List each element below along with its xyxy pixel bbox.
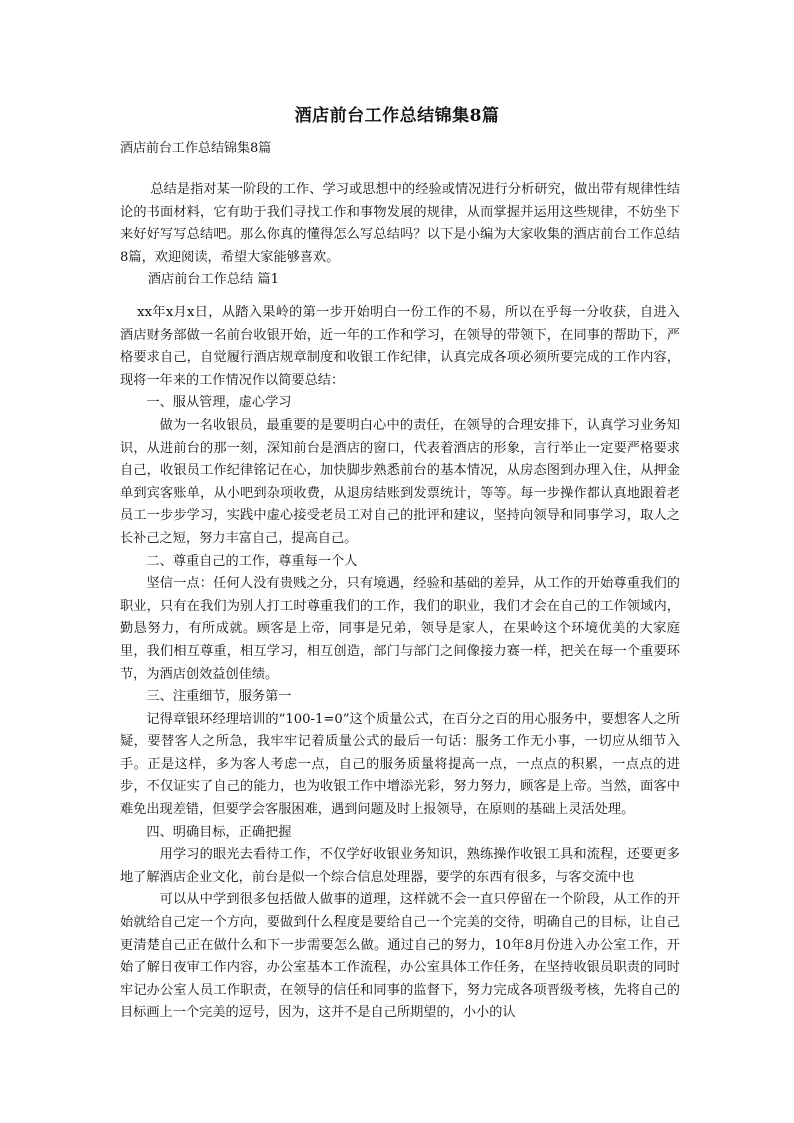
paragraph-4: 记得章银环经理培训的“100-1=0”这个质量公式，在百分之百的用心服务中，要想客人之所疑，要替客人之所急，我牢牢记着质量公式的最后一句话：服务工作无小事，一切应从细节入手。正是这样，多为客人考虑一点，自己的服务质量将提高一点，一点点的积累，一点点的进步，不仅证实了自己的能力，也为收银工作中增添光彩，努力努力，顾客是上帝。当然，面客中难免出现差错，但要学会客服困难，遇到问题及时上报领导，在原则的基础上灵活处理。	[120, 711, 680, 818]
section-title: 酒店前台工作总结 篇1	[147, 272, 279, 288]
paragraph-5: 用学习的眼光去看待工作，不仅学好收银业务知识，熟练操作收银工具和流程，还要更多地了解酒店企业文化，前台是似一个综合信息处理器，要学的东西有很多，与客交流中也	[120, 847, 680, 885]
document-title: 酒店前台工作总结锦集8篇	[294, 106, 500, 126]
heading-4: 四、明确目标，正确把握	[146, 824, 292, 840]
paragraph-2: 做为一名收银员，最重要的是要明白心中的责任，在领导的合理安排下，认真学习业务知识，从进前台的那一刻，深知前台是酒店的窗口，代表着酒店的形象，言行举止一定要严格要求自己，收银员工作纪律铭记在心，加快脚步熟悉前台的基本情况，从房态图到办理入住，从押金单到宾客账单，从小吧到杂项收费，从退房结账到发票统计，等等。每一步操作都认真地跟着老员工一步步学习，实践中虚心接受老员工对自己的批评和建议，坚持向领导和同事学习，取人之长补己之短，努力丰富自己，提高自己。	[120, 417, 680, 546]
heading-3: 三、注重细节，服务第一	[146, 689, 292, 705]
heading-1: 一、服从管理，虚心学习	[146, 395, 292, 411]
body-text	[120, 302, 680, 1025]
paragraph-1: xx年x月x日，从踏入果岭的第一步开始明白一份工作的不易，所以在乎每一分收获，自进入酒店财务部做一名前台收银开始，近一年的工作和学习，在领导的带领下，在同事的帮助下，严格要求自己，自觉履行酒店规章制度和收银工作纪律，认真完成各项必须所要完成的工作内容，现将一年来的工作情况作以简要总结：	[120, 305, 680, 388]
intro-block	[120, 179, 680, 292]
intro-paragraph: 总结是指对某一阶段的工作、学习或思想中的经验或情况进行分析研究，做出带有规律性结论的书面材料，它有助于我们寻找工作和事物发展的规律，从而掌握并运用这些规律，不妨坐下来好好写写总结吧。那么你真的懂得怎么写总结吗？以下是小编为大家收集的酒店前台工作总结8篇，欢迎阅读，希望大家能够喜欢。	[120, 182, 680, 265]
document-subtitle: 酒店前台工作总结锦集8篇	[120, 141, 272, 156]
heading-2: 二、尊重自己的工作，尊重每一个人	[146, 553, 358, 569]
paragraph-6: 可以从中学到很多包括做人做事的道理，这样就不会一直只停留在一个阶段，从工作的开始就给自己定一个方向，要做到什么程度是要给自己一个完美的交待，明确自己的目标，让自己更清楚自己正在做什么和下一步需要怎么做。通过自己的努力，10年8月份进入办公室工作，开始了解日夜审工作内容，办公室基本工作流程，办公室具体工作任务，在坚持收银员职责的同时牢记办公室人员工作职责，在领导的信任和同事的监督下，努力完成各项晋级考核，先将自己的目标画上一个完美的逗号，因为，这并不是自己所期望的，小小的认	[120, 892, 680, 1021]
paragraph-3: 坚信一点：任何人没有贵贱之分，只有境遇，经验和基础的差异，从工作的开始尊重我们的职业，只有在我们为别人打工时尊重我们的工作，我们的职业，我们才会在自己的工作领域内，勤恳努力，有所成就。顾客是上帝，同事是兄弟，领导是家人，在果岭这个环境优美的大家庭里，我们相互尊重，相互学习，相互创造，部门与部门之间像接力赛一样，把关在每一个重要环节，为酒店创效益创佳绩。	[120, 576, 680, 682]
